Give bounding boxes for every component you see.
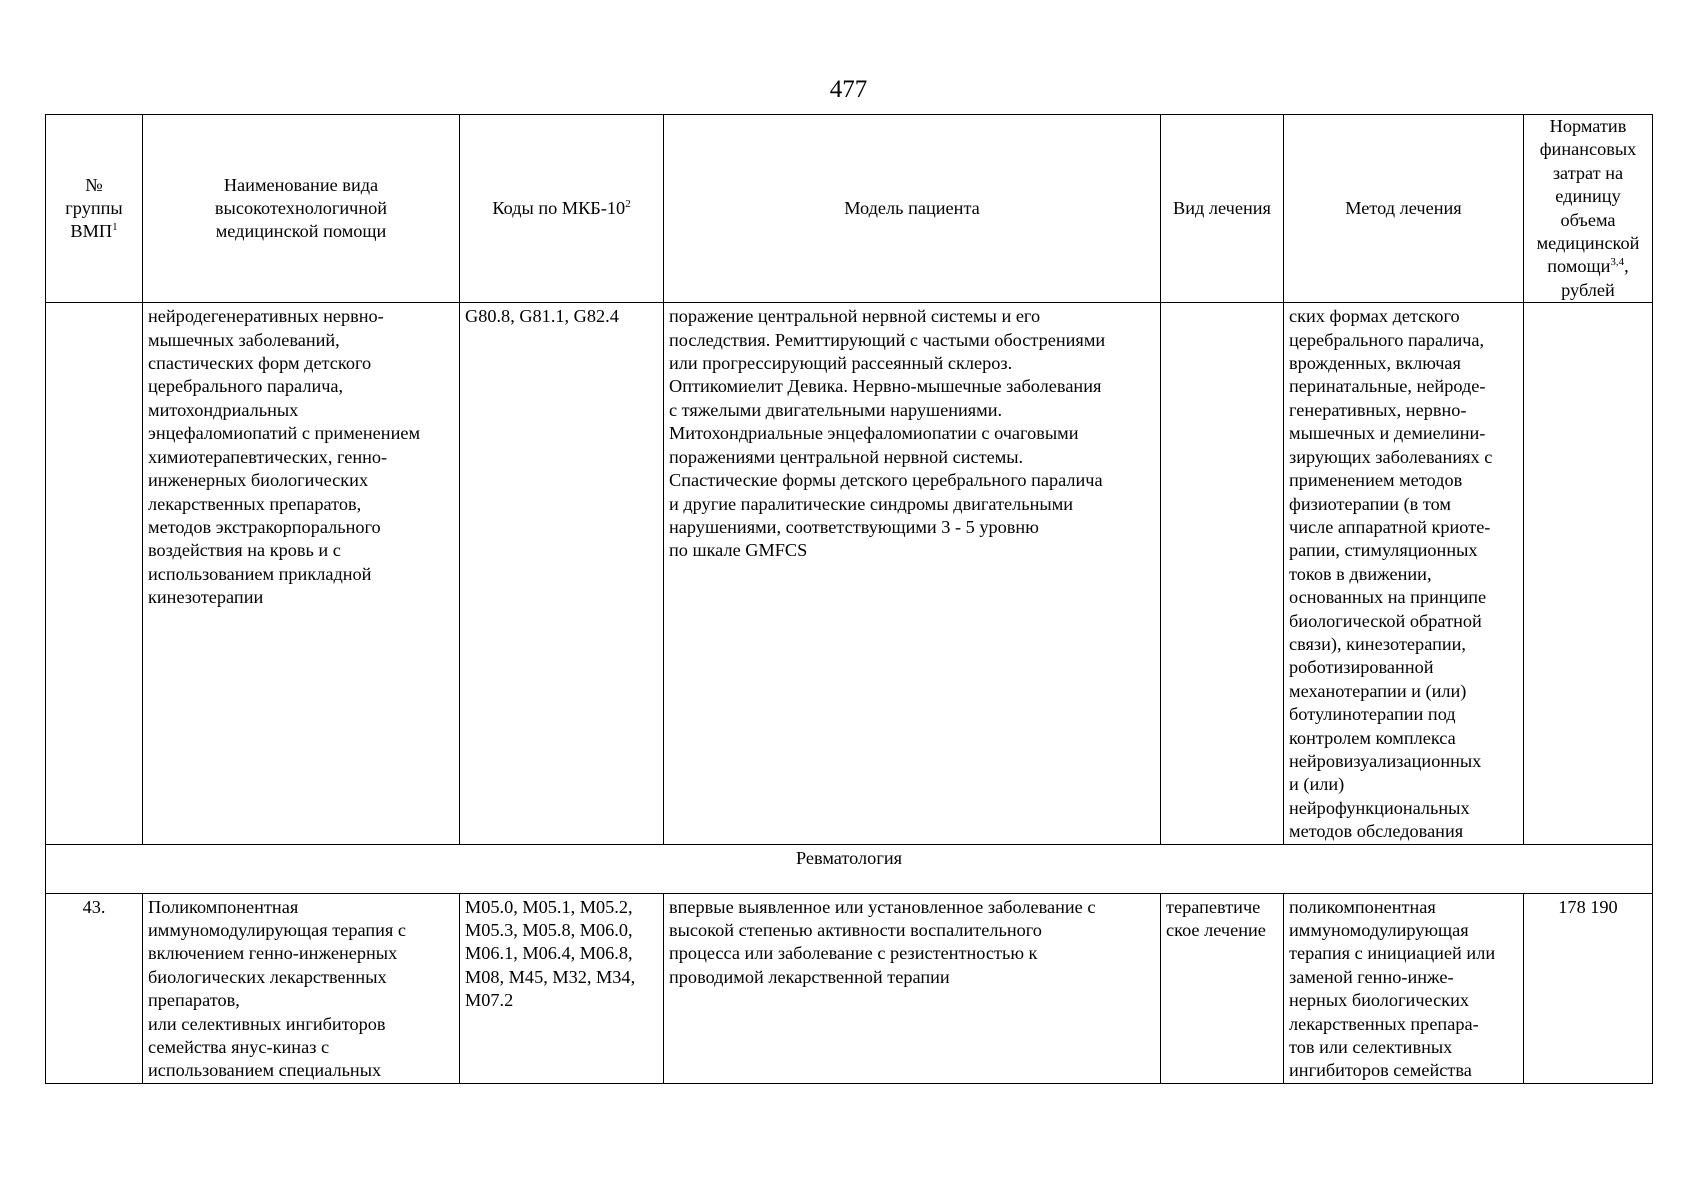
cell-treatment-type [1161, 303, 1284, 844]
section-row [46, 844, 1653, 893]
cell-cost: 178 190 [1524, 893, 1653, 1083]
section-title: Ревматология [46, 844, 1653, 893]
vmp-table [45, 114, 1653, 1084]
cell-care-name: нейродегенеративных нервно- мышечных заболеваний, спастических форм детского церебрального паралича, митохондриальных энцефаломиопатий с применением химиотерапевтических, генно- инженерных биологических лекарственных препаратов, методов экстракорпорального воздействия на кровь и с использованием прикладной кинезотерапии [143, 303, 460, 844]
table-header-row [46, 115, 1653, 303]
cell-group: 43. [46, 893, 143, 1083]
cell-treatment-method: ских формах детского церебрального паралича, врожденных, включая перинатальные, нейроде- генеративных, нервно- мышечных и демиелини- зирующих заболеваниях с применением методов физиотерапии (в том числе аппаратной криоте- рапии, стимуляционных токов в движении, основанных на принципе биологической обратной связи), кинезотерапии, роботизированной механотерапии и (или) ботулинотерапии под контролем комплекса нейровизуализационных и (или) нейрофункциональных методов обследования [1284, 303, 1524, 844]
cell-patient-model: поражение центральной нервной системы и его последствия. Ремиттирующий с частыми обострениями или прогрессирующий рассеянный склероз. Оптикомиелит Девика. Нервно-мышечные заболевания с тяжелыми двигательными нарушениями. Митохондриальные энцефаломиопатии с очаговыми поражениями центральной нервной системы. Спастические формы детского церебрального паралича и другие паралитические синдромы двигательными нарушениями, соответствующими 3 - 5 уровню по шкале GMFCS [664, 303, 1161, 844]
header-treatment-method: Метод лечения [1284, 115, 1524, 303]
cell-icd-codes: M05.0, M05.1, M05.2, M05.3, M05.8, M06.0, M06.1, M06.4, M06.8, M08, M45, M32, M34, M07.2 [460, 893, 664, 1083]
header-group-number: № группы ВМП$^1$ [46, 115, 143, 303]
cell-patient-model: впервые выявленное или установленное заболевание с высокой степенью активности воспалительного процесса или заболевание с резистентностью к проводимой лекарственной терапии [664, 893, 1161, 1083]
cell-icd-codes: G80.8, G81.1, G82.4 [460, 303, 664, 844]
cell-treatment-type: терапевтиче ское лечение [1161, 893, 1284, 1083]
header-treatment-type: Вид лечения [1161, 115, 1284, 303]
cell-care-name: Поликомпонентная иммуномодулирующая терапия с включением генно-инженерных биологических лекарственных препаратов, или селективных ингибиторов семейства янус-киназ с использованием специальных [143, 893, 460, 1083]
header-cost-standard: Норматив финансовых затрат на единицу объема медицинской помощи$^{3,4}$, рублей [1524, 115, 1653, 303]
header-icd-codes: Коды по МКБ-$10^2$ [460, 115, 664, 303]
header-patient-model: Модель пациента [664, 115, 1161, 303]
table-row [46, 893, 1653, 1083]
header-care-type-name: Наименование вида высокотехнологичной медицинской помощи [143, 115, 460, 303]
cell-group [46, 303, 143, 844]
table-row [46, 303, 1653, 844]
cell-treatment-method: поликомпонентная иммуномодулирующая терапия с инициацией или заменой генно-инже- нерных биологических лекарственных препара- тов или селективных ингибиторов семейства [1284, 893, 1524, 1083]
cell-cost [1524, 303, 1653, 844]
page-number: 477 [829, 76, 868, 103]
